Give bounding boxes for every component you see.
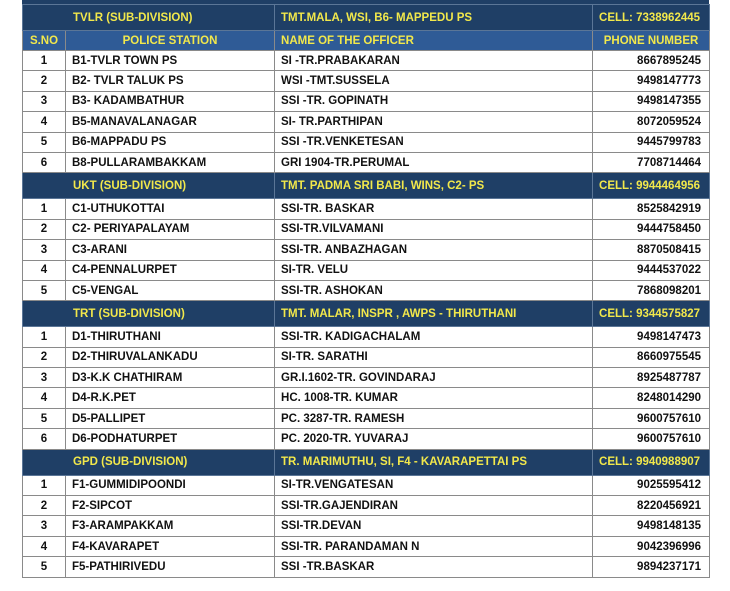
table-row — [23, 368, 710, 388]
officer-table-body — [23, 5, 710, 578]
table-row — [23, 536, 710, 556]
row-police-station: C1-UTHUKOTTAI — [66, 199, 275, 219]
row-sno: 2 — [23, 347, 66, 367]
table-row — [23, 388, 710, 408]
row-sno: 2 — [23, 71, 66, 91]
row-police-station: C3-ARANI — [66, 240, 275, 260]
row-phone-number: 9025595412 — [593, 475, 710, 495]
row-sno: 4 — [23, 112, 66, 132]
table-row — [23, 240, 710, 260]
row-phone-number: 9444758450 — [593, 219, 710, 239]
row-sno: 2 — [23, 219, 66, 239]
table-row — [23, 516, 710, 536]
row-phone-number: 9042396996 — [593, 536, 710, 556]
row-officer-name: SSI-TR.GAJENDIRAN — [275, 496, 593, 516]
row-officer-name: SSI-TR.DEVAN — [275, 516, 593, 536]
officer-contact-sheet — [22, 4, 709, 578]
row-phone-number: 8220456921 — [593, 496, 710, 516]
column-header-officer: NAME OF THE OFFICER — [275, 31, 593, 51]
table-row — [23, 496, 710, 516]
row-phone-number: 9894237171 — [593, 557, 710, 577]
row-police-station: D2-THIRUVALANKADU — [66, 347, 275, 367]
row-officer-name: SSI -TR.BASKAR — [275, 557, 593, 577]
row-police-station: D6-PODHATURPET — [66, 429, 275, 449]
row-police-station: D1-THIRUTHANI — [66, 327, 275, 347]
row-phone-number: 7708714464 — [593, 152, 710, 172]
row-sno: 1 — [23, 475, 66, 495]
row-officer-name: SI- TR.PARTHIPAN — [275, 112, 593, 132]
row-sno: 3 — [23, 91, 66, 111]
subdivision-cell-number: CELL: 7338962445 — [593, 5, 710, 31]
row-officer-name: SSI-TR. BASKAR — [275, 199, 593, 219]
row-phone-number: 9445799783 — [593, 132, 710, 152]
row-sno: 3 — [23, 368, 66, 388]
row-phone-number: 9498148135 — [593, 516, 710, 536]
row-phone-number: 9600757610 — [593, 408, 710, 428]
column-header-phone: PHONE NUMBER — [593, 31, 710, 51]
column-header-sno: S.NO — [23, 31, 66, 51]
row-police-station: C4-PENNALURPET — [66, 260, 275, 280]
row-officer-name: PC. 3287-TR. RAMESH — [275, 408, 593, 428]
table-row — [23, 132, 710, 152]
subdivision-head-officer: TMT. MALAR, INSPR , AWPS - THIRUTHANI — [275, 301, 593, 327]
subdivision-header — [23, 449, 710, 475]
row-police-station: D3-K.K CHATHIRAM — [66, 368, 275, 388]
table-row — [23, 219, 710, 239]
row-officer-name: HC. 1008-TR. KUMAR — [275, 388, 593, 408]
row-phone-number: 9498147773 — [593, 71, 710, 91]
row-police-station: D5-PALLIPET — [66, 408, 275, 428]
row-officer-name: WSI -TMT.SUSSELA — [275, 71, 593, 91]
row-officer-name: SSI-TR. KADIGACHALAM — [275, 327, 593, 347]
table-row — [23, 260, 710, 280]
row-phone-number: 8925487787 — [593, 368, 710, 388]
row-police-station: F4-KAVARAPET — [66, 536, 275, 556]
row-police-station: C5-VENGAL — [66, 280, 275, 300]
row-police-station: F5-PATHIRIVEDU — [66, 557, 275, 577]
row-phone-number: 8870508415 — [593, 240, 710, 260]
row-police-station: C2- PERIYAPALAYAM — [66, 219, 275, 239]
row-police-station: B8-PULLARAMBAKKAM — [66, 152, 275, 172]
table-row — [23, 152, 710, 172]
subdivision-cell-number: CELL: 9940988907 — [593, 449, 710, 475]
row-phone-number: 9498147355 — [593, 91, 710, 111]
row-phone-number: 8660975545 — [593, 347, 710, 367]
column-header-station: POLICE STATION — [66, 31, 275, 51]
row-sno: 1 — [23, 199, 66, 219]
row-police-station: B6-MAPPADU PS — [66, 132, 275, 152]
table-row — [23, 475, 710, 495]
officer-table — [22, 4, 710, 578]
row-sno: 4 — [23, 388, 66, 408]
row-sno: 1 — [23, 327, 66, 347]
subdivision-name: UKT (SUB-DIVISION) — [23, 173, 275, 199]
table-row — [23, 280, 710, 300]
row-phone-number: 9444537022 — [593, 260, 710, 280]
row-phone-number: 8525842919 — [593, 199, 710, 219]
row-officer-name: PC. 2020-TR. YUVARAJ — [275, 429, 593, 449]
row-sno: 5 — [23, 557, 66, 577]
row-police-station: B1-TVLR TOWN PS — [66, 51, 275, 71]
table-row — [23, 51, 710, 71]
subdivision-cell-number: CELL: 9944464956 — [593, 173, 710, 199]
table-row — [23, 71, 710, 91]
subdivision-head-officer: TMT. PADMA SRI BABI, WINS, C2- PS — [275, 173, 593, 199]
row-sno: 4 — [23, 536, 66, 556]
row-sno: 4 — [23, 260, 66, 280]
row-phone-number: 7868098201 — [593, 280, 710, 300]
column-header-row — [23, 31, 710, 51]
row-police-station: F3-ARAMPAKKAM — [66, 516, 275, 536]
table-row — [23, 429, 710, 449]
row-phone-number: 8072059524 — [593, 112, 710, 132]
table-row — [23, 408, 710, 428]
row-officer-name: SSI-TR. ASHOKAN — [275, 280, 593, 300]
row-officer-name: SSI -TR. GOPINATH — [275, 91, 593, 111]
row-sno: 5 — [23, 132, 66, 152]
row-sno: 1 — [23, 51, 66, 71]
row-sno: 5 — [23, 280, 66, 300]
row-officer-name: SI-TR. VELU — [275, 260, 593, 280]
row-sno: 3 — [23, 240, 66, 260]
table-row — [23, 91, 710, 111]
subdivision-head-officer: TR. MARIMUTHU, SI, F4 - KAVARAPETTAI PS — [275, 449, 593, 475]
row-phone-number: 9600757610 — [593, 429, 710, 449]
row-sno: 5 — [23, 408, 66, 428]
row-officer-name: GRI 1904-TR.PERUMAL — [275, 152, 593, 172]
row-officer-name: GR.I.1602-TR. GOVINDARAJ — [275, 368, 593, 388]
row-phone-number: 9498147473 — [593, 327, 710, 347]
subdivision-cell-number: CELL: 9344575827 — [593, 301, 710, 327]
subdivision-name: TVLR (SUB-DIVISION) — [23, 5, 275, 31]
row-phone-number: 8248014290 — [593, 388, 710, 408]
row-police-station: F1-GUMMIDIPOONDI — [66, 475, 275, 495]
table-row — [23, 557, 710, 577]
row-sno: 6 — [23, 429, 66, 449]
row-sno: 3 — [23, 516, 66, 536]
subdivision-name: GPD (SUB-DIVISION) — [23, 449, 275, 475]
row-phone-number: 8667895245 — [593, 51, 710, 71]
row-sno: 2 — [23, 496, 66, 516]
table-row — [23, 327, 710, 347]
row-police-station: B3- KADAMBATHUR — [66, 91, 275, 111]
subdivision-name: TRT (SUB-DIVISION) — [23, 301, 275, 327]
row-sno: 6 — [23, 152, 66, 172]
row-police-station: D4-R.K.PET — [66, 388, 275, 408]
row-officer-name: SSI-TR. ANBAZHAGAN — [275, 240, 593, 260]
row-officer-name: SSI-TR. PARANDAMAN N — [275, 536, 593, 556]
table-row — [23, 112, 710, 132]
subdivision-header — [23, 5, 710, 31]
subdivision-header — [23, 173, 710, 199]
subdivision-head-officer: TMT.MALA, WSI, B6- MAPPEDU PS — [275, 5, 593, 31]
row-officer-name: SSI-TR.VILVAMANI — [275, 219, 593, 239]
row-officer-name: SI-TR. SARATHI — [275, 347, 593, 367]
row-police-station: F2-SIPCOT — [66, 496, 275, 516]
row-officer-name: SSI -TR.VENKETESAN — [275, 132, 593, 152]
table-row — [23, 199, 710, 219]
row-police-station: B2- TVLR TALUK PS — [66, 71, 275, 91]
subdivision-header — [23, 301, 710, 327]
table-row — [23, 347, 710, 367]
row-officer-name: SI -TR.PRABAKARAN — [275, 51, 593, 71]
row-officer-name: SI-TR.VENGATESAN — [275, 475, 593, 495]
row-police-station: B5-MANAVALANAGAR — [66, 112, 275, 132]
